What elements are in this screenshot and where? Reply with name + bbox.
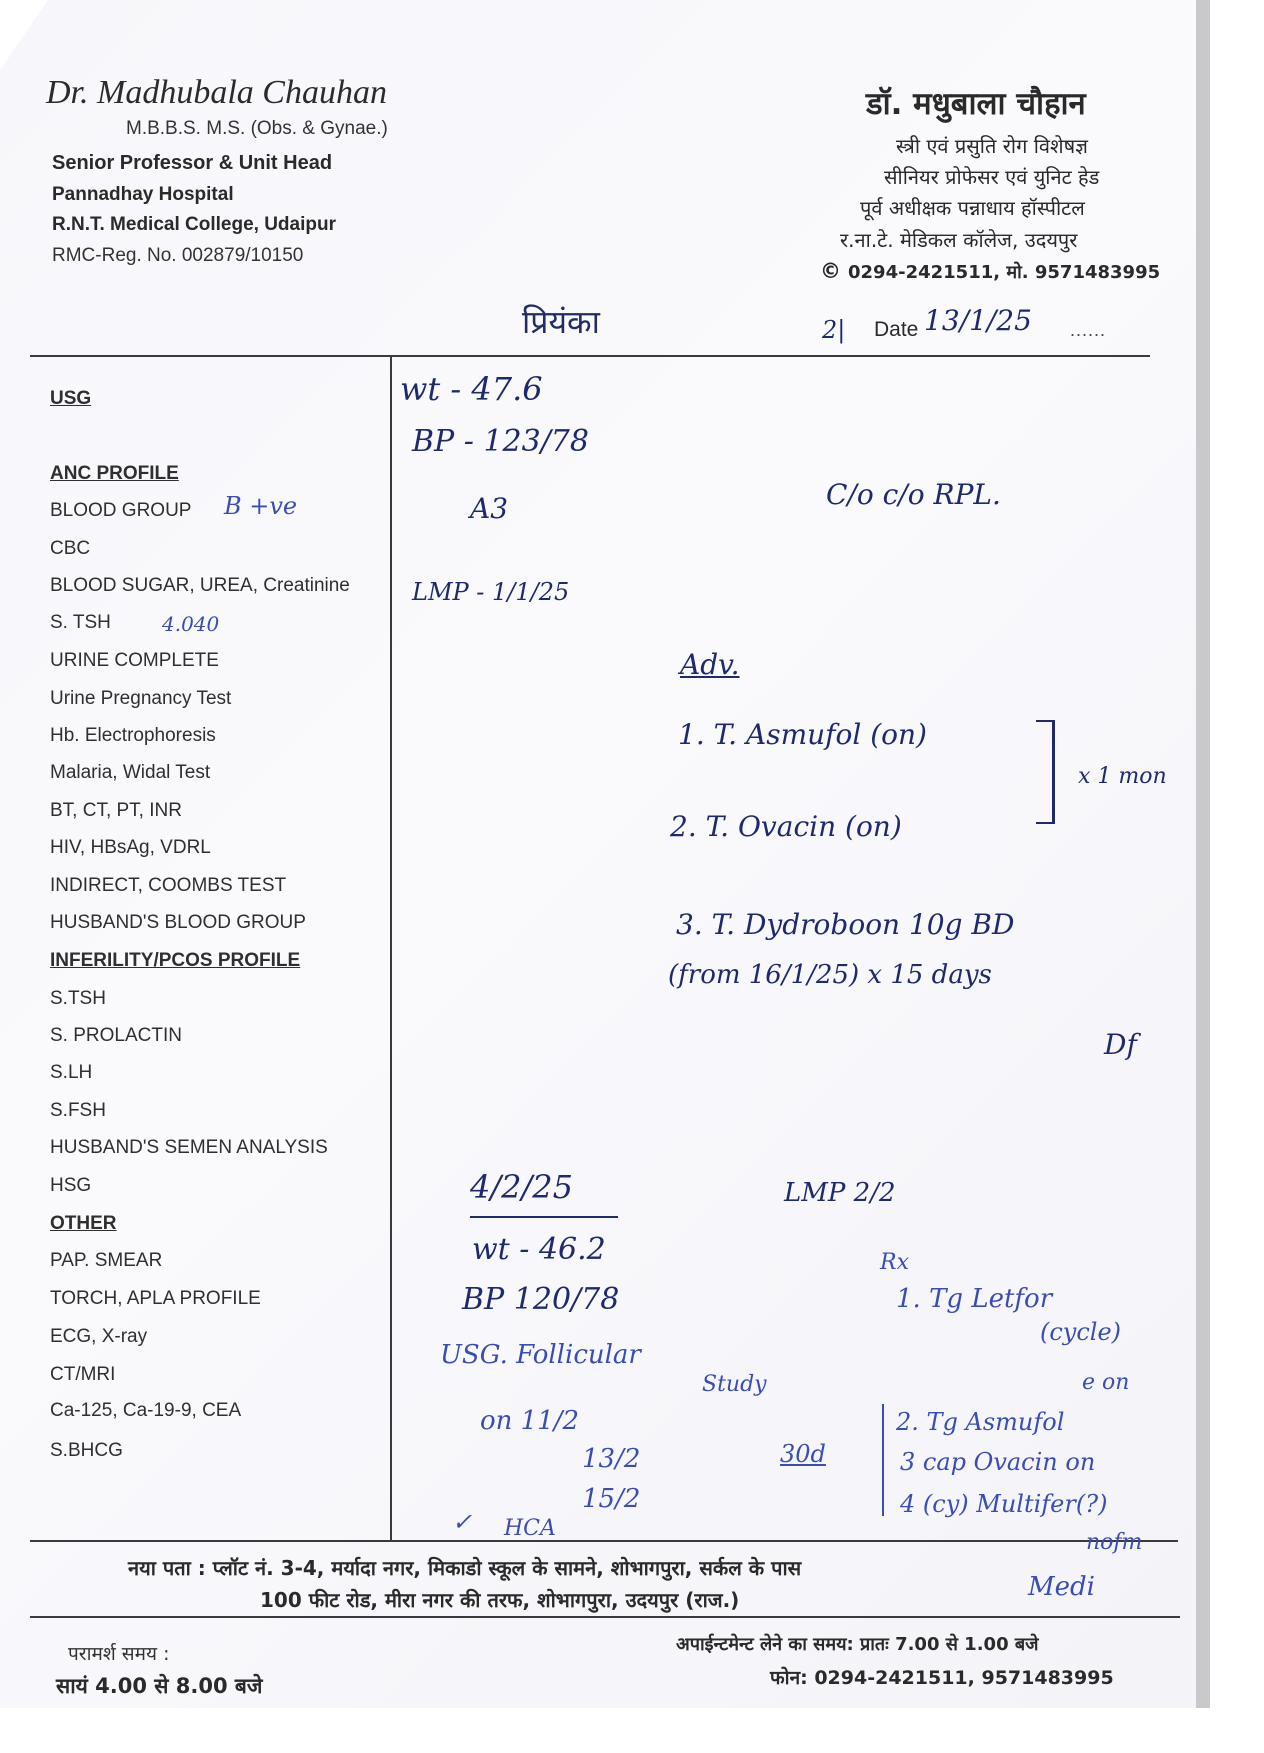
note-days: 30d — [780, 1440, 826, 1468]
date-value: 13/1/25 — [924, 304, 1032, 337]
note-v2-rx1: 1. Tg Letfor — [896, 1284, 1053, 1314]
note-usg-on-2: 13/2 — [582, 1444, 641, 1474]
paper-edge-shadow — [1196, 0, 1210, 1708]
note-weight-2: wt - 46.2 — [472, 1232, 606, 1267]
note-usg-on-1: on 11/2 — [480, 1406, 580, 1436]
former-post-hindi: पूर्व अधीक्षक पन्नाधाय हॉस्पीटल — [860, 196, 1085, 220]
footer-divider-bottom — [30, 1616, 1180, 1618]
test-item: S.TSH — [50, 988, 106, 1009]
footer-address-1: नया पता : प्लॉट नं. 3-4, मर्यादा नगर, मिकाडो स्कूल के सामने, शोभागपुरा, सर्कल के पास — [128, 1556, 802, 1580]
test-item: Urine Pregnancy Test — [50, 688, 232, 709]
test-item: BT, CT, PT, INR — [50, 800, 182, 821]
note-rx-duration: x 1 mon — [1078, 764, 1167, 789]
specialty-hindi: स्त्री एवं प्रसुति रोग विशेषज्ञ — [896, 134, 1088, 158]
note-initials: Df — [1104, 1028, 1137, 1061]
blood-group-value: B +ve — [224, 492, 298, 520]
note-v2-rx3: 3 cap Ovacin on — [900, 1448, 1096, 1476]
test-item: INDIRECT, COOMBS TEST — [50, 875, 287, 896]
note-usg-study: Study — [702, 1372, 767, 1397]
consult-label: परामर्श समय : — [68, 1643, 170, 1665]
date-dotted-line: ...... — [1070, 320, 1107, 340]
footer-phone: फोन: 0294-2421511, 9571483995 — [770, 1667, 1114, 1689]
note-weight-1: wt - 47.6 — [400, 370, 543, 408]
note-lmp-1: LMP - 1/1/25 — [412, 578, 570, 606]
test-item: PAP. SMEAR — [50, 1250, 163, 1271]
college-name: R.N.T. Medical College, Udaipur — [52, 214, 336, 235]
note-date-2: 4/2/25 — [470, 1168, 573, 1206]
test-item: TORCH, APLA PROFILE — [50, 1288, 261, 1309]
doctor-name-english: Dr. Madhubala Chauhan — [46, 74, 387, 111]
note-v2-rx1-on: e on — [1082, 1370, 1130, 1395]
test-item: Ca-125, Ca-19-9, CEA — [50, 1400, 242, 1421]
note-v2-rx1-cycle: (cycle) — [1040, 1318, 1122, 1346]
note-usg: USG. Follicular — [440, 1340, 641, 1370]
test-item: USG — [50, 388, 92, 409]
note-date-underline — [470, 1216, 618, 1218]
note-rx1: 1. T. Asmufol (on) — [678, 718, 927, 751]
date-label: Date — [874, 318, 919, 341]
scan-margin — [0, 1708, 1264, 1753]
test-item: ECG, X-ray — [50, 1326, 148, 1347]
test-item: S.LH — [50, 1062, 93, 1083]
note-rx3: 3. T. Dydroboon 10g BD — [676, 908, 1015, 941]
note-v2-rx6: Medi — [1028, 1572, 1095, 1602]
rx-bracket — [1036, 720, 1055, 824]
test-item: HIV, HBsAg, VDRL — [50, 837, 211, 858]
phone-icon: © — [820, 259, 841, 283]
test-item: Hb. Electrophoresis — [50, 725, 216, 746]
folded-corner — [0, 0, 48, 70]
note-lmp-2: LMP 2/2 — [784, 1178, 896, 1208]
test-item: S.FSH — [50, 1100, 106, 1121]
consult-time: सायं 4.00 से 8.00 बजे — [56, 1674, 263, 1698]
registration-number: RMC-Reg. No. 002879/10150 — [52, 245, 304, 266]
test-item: S. TSH — [50, 612, 111, 633]
doctor-degree: M.B.B.S. M.S. (Obs. & Gynae.) — [126, 118, 388, 139]
note-rx3-schedule: (from 16/1/25) x 15 days — [668, 960, 992, 990]
note-usg-on-3: 15/2 — [582, 1484, 641, 1514]
patient-name: प्रियंका — [522, 303, 600, 341]
test-item: INFERILITY/PCOS PROFILE — [50, 950, 301, 971]
note-v2-rx5: nofm — [1086, 1530, 1143, 1555]
note-hcg-check: ✓ — [452, 1508, 473, 1536]
column-divider — [390, 355, 392, 1541]
tsh-value: 4.040 — [162, 612, 220, 636]
test-item: BLOOD SUGAR, UREA, Creatinine — [50, 575, 350, 596]
date-prefix: 2| — [822, 316, 846, 344]
phone-hindi: 0294-2421511, मो. 9571483995 — [848, 262, 1161, 283]
note-v2-rx4: 4 (cy) Multifer(?) — [900, 1490, 1108, 1518]
note-v2-rx2: 2. Tg Asmufol — [896, 1408, 1065, 1436]
test-item: HUSBAND'S SEMEN ANALYSIS — [50, 1137, 328, 1158]
test-item: OTHER — [50, 1213, 117, 1234]
test-item: URINE COMPLETE — [50, 650, 219, 671]
note-advice-label: Adv. — [680, 648, 740, 681]
note-rx-label: Rx — [880, 1250, 909, 1275]
test-item: HUSBAND'S BLOOD GROUP — [50, 912, 306, 933]
note-rx2: 2. T. Ovacin (on) — [670, 810, 902, 843]
doctor-title: Senior Professor & Unit Head — [52, 152, 333, 174]
note-v2-bar — [882, 1404, 884, 1516]
note-bp-2: BP 120/78 — [462, 1282, 620, 1317]
college-hindi: र.ना.टे. मेडिकल कॉलेज, उदयपुर — [840, 228, 1078, 252]
appointment-time: अपाईन्टमेन्ट लेने का समय: प्रातः 7.00 से 1.00 बजे — [676, 1634, 1039, 1655]
test-item: ANC PROFILE — [50, 463, 179, 484]
note-a3: A3 — [470, 492, 509, 525]
hospital-name: Pannadhay Hospital — [52, 184, 234, 205]
test-item: HSG — [50, 1175, 92, 1196]
header-divider — [30, 355, 1150, 357]
note-complaint: C/o c/o RPL. — [826, 478, 1001, 511]
doctor-name-hindi: डॉ. मधुबाला चौहान — [866, 86, 1086, 122]
test-item: Malaria, Widal Test — [50, 762, 211, 783]
title-hindi: सीनियर प्रोफेसर एवं युनिट हेड — [884, 165, 1100, 189]
note-bp-1: BP - 123/78 — [412, 424, 589, 459]
footer-divider-top — [30, 1540, 1178, 1542]
test-item: S.BHCG — [50, 1440, 123, 1461]
test-item: BLOOD GROUP — [50, 500, 192, 521]
note-hcg: HCA — [504, 1516, 556, 1541]
footer-address-2: 100 फीट रोड, मीरा नगर की तरफ, शोभागपुरा, उदयपुर (राज.) — [260, 1588, 740, 1612]
test-item: S. PROLACTIN — [50, 1025, 182, 1046]
test-item: CBC — [50, 538, 91, 559]
test-item: CT/MRI — [50, 1364, 116, 1385]
